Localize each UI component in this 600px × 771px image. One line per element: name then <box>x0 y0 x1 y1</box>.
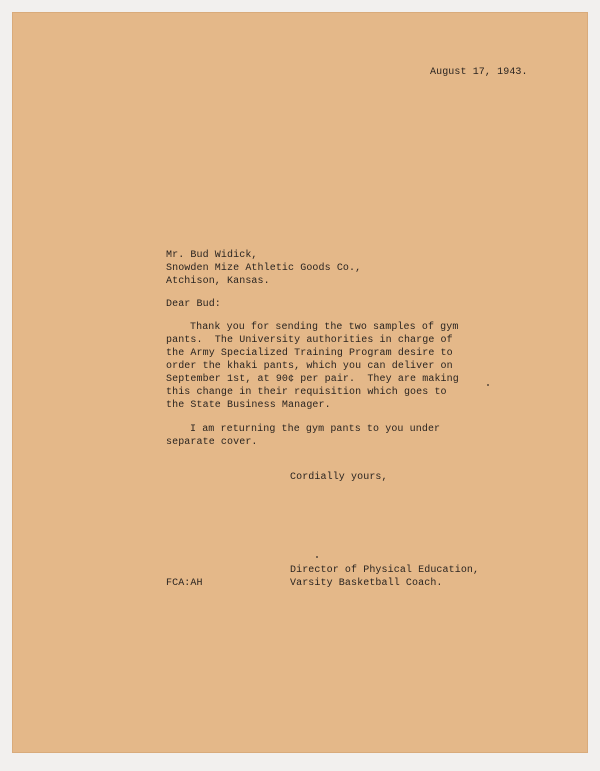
salutation: Dear Bud: <box>166 299 221 310</box>
signature-title-line: Director of Physical Education, <box>290 565 480 576</box>
recipient-name: Mr. Bud Widick, <box>166 250 258 261</box>
body-line: pants. The University authorities in charge of <box>166 335 453 346</box>
body-line: I am returning the gym pants to you under <box>190 424 441 435</box>
closing: Cordially yours, <box>290 472 388 483</box>
body-line: the Army Specialized Training Program desire to <box>166 348 453 359</box>
body-line: September 1st, at 90¢ per pair. They are making <box>166 374 459 385</box>
letter-sheet <box>12 12 588 753</box>
signature-title-line: Varsity Basketball Coach. <box>290 578 443 589</box>
ink-speck <box>487 384 489 386</box>
recipient-company: Snowden Mize Athletic Goods Co., <box>166 263 362 274</box>
recipient-city: Atchison, Kansas. <box>166 276 270 287</box>
ink-speck <box>316 556 318 558</box>
typist-initials: FCA:AH <box>166 578 203 589</box>
body-line: Thank you for sending the two samples of gym <box>190 322 459 333</box>
body-line: order the khaki pants, which you can deliver on <box>166 361 453 372</box>
body-line: this change in their requisition which goes to <box>166 387 447 398</box>
body-line: separate cover. <box>166 437 258 448</box>
letter-date: August 17, 1943. <box>430 67 528 78</box>
body-line: the State Business Manager. <box>166 400 331 411</box>
